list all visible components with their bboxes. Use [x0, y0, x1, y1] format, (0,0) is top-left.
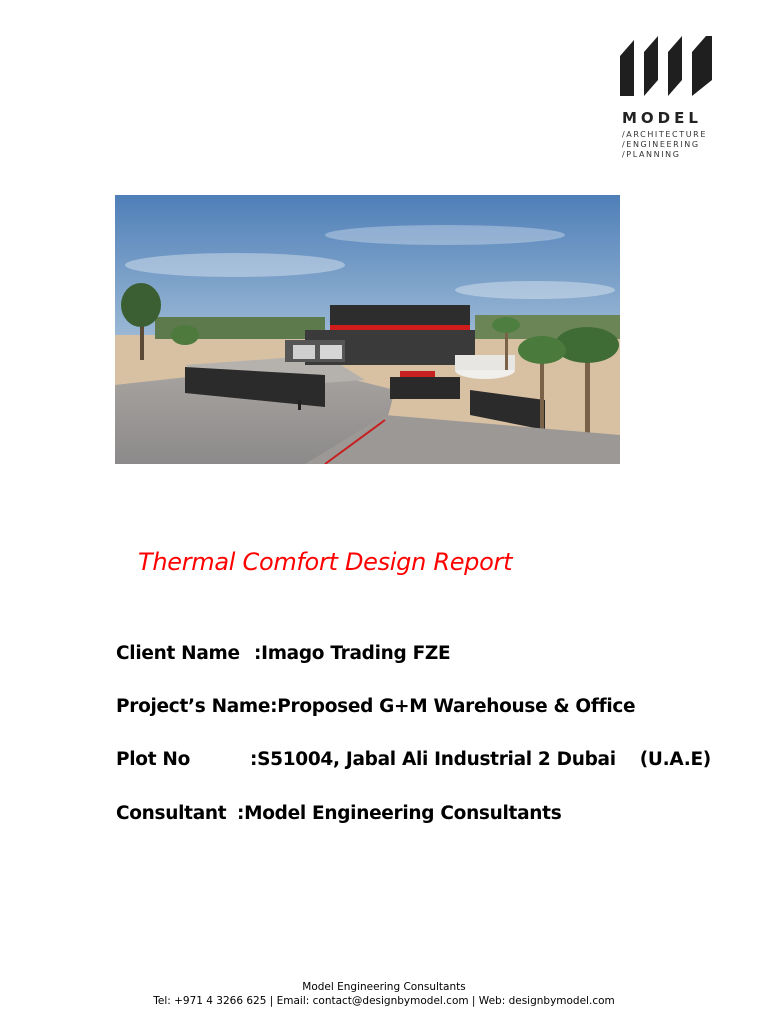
plot-no-country: (U.A.E) [639, 749, 711, 770]
client-name-row [116, 643, 450, 664]
consultant-row [116, 803, 561, 824]
plot-no-label: Plot No [116, 749, 190, 770]
logo-tagline: /ENGINEERING [622, 140, 700, 149]
client-name-separator: : [254, 643, 262, 664]
model-logo-mark-icon [620, 36, 716, 96]
warehouse-rendering-image [115, 195, 620, 464]
report-title: Thermal Comfort Design Report [138, 548, 513, 576]
consultant-label: Consultant [116, 803, 227, 824]
logo-taglines [622, 130, 707, 160]
consultant-separator: : [237, 803, 245, 824]
client-name-label: Client Name [116, 643, 240, 664]
plot-no-row [116, 749, 711, 770]
project-name-row [116, 696, 635, 717]
footer-company: Model Engineering Consultants [302, 981, 466, 993]
plot-no-separator: : [250, 749, 258, 770]
company-logo [620, 36, 720, 159]
logo-tagline: /PLANNING [622, 150, 681, 159]
consultant-value: Model Engineering Consultants [244, 803, 562, 824]
project-name-label: Project’s Name [116, 696, 271, 717]
footer-contact: Tel: +971 4 3266 625 | Email: contact@designbymodel.com | Web: designbymodel.com [153, 995, 615, 1007]
client-name-value: Imago Trading FZE [261, 643, 451, 664]
project-name-value: Proposed G+M Warehouse & Office [277, 696, 636, 717]
plot-no-value: S51004, Jabal Ali Industrial 2 Dubai [257, 749, 616, 770]
logo-wordmark: MODEL [622, 109, 702, 127]
logo-tagline: /ARCHITECTURE [622, 130, 707, 139]
project-name-separator: : [270, 696, 278, 717]
